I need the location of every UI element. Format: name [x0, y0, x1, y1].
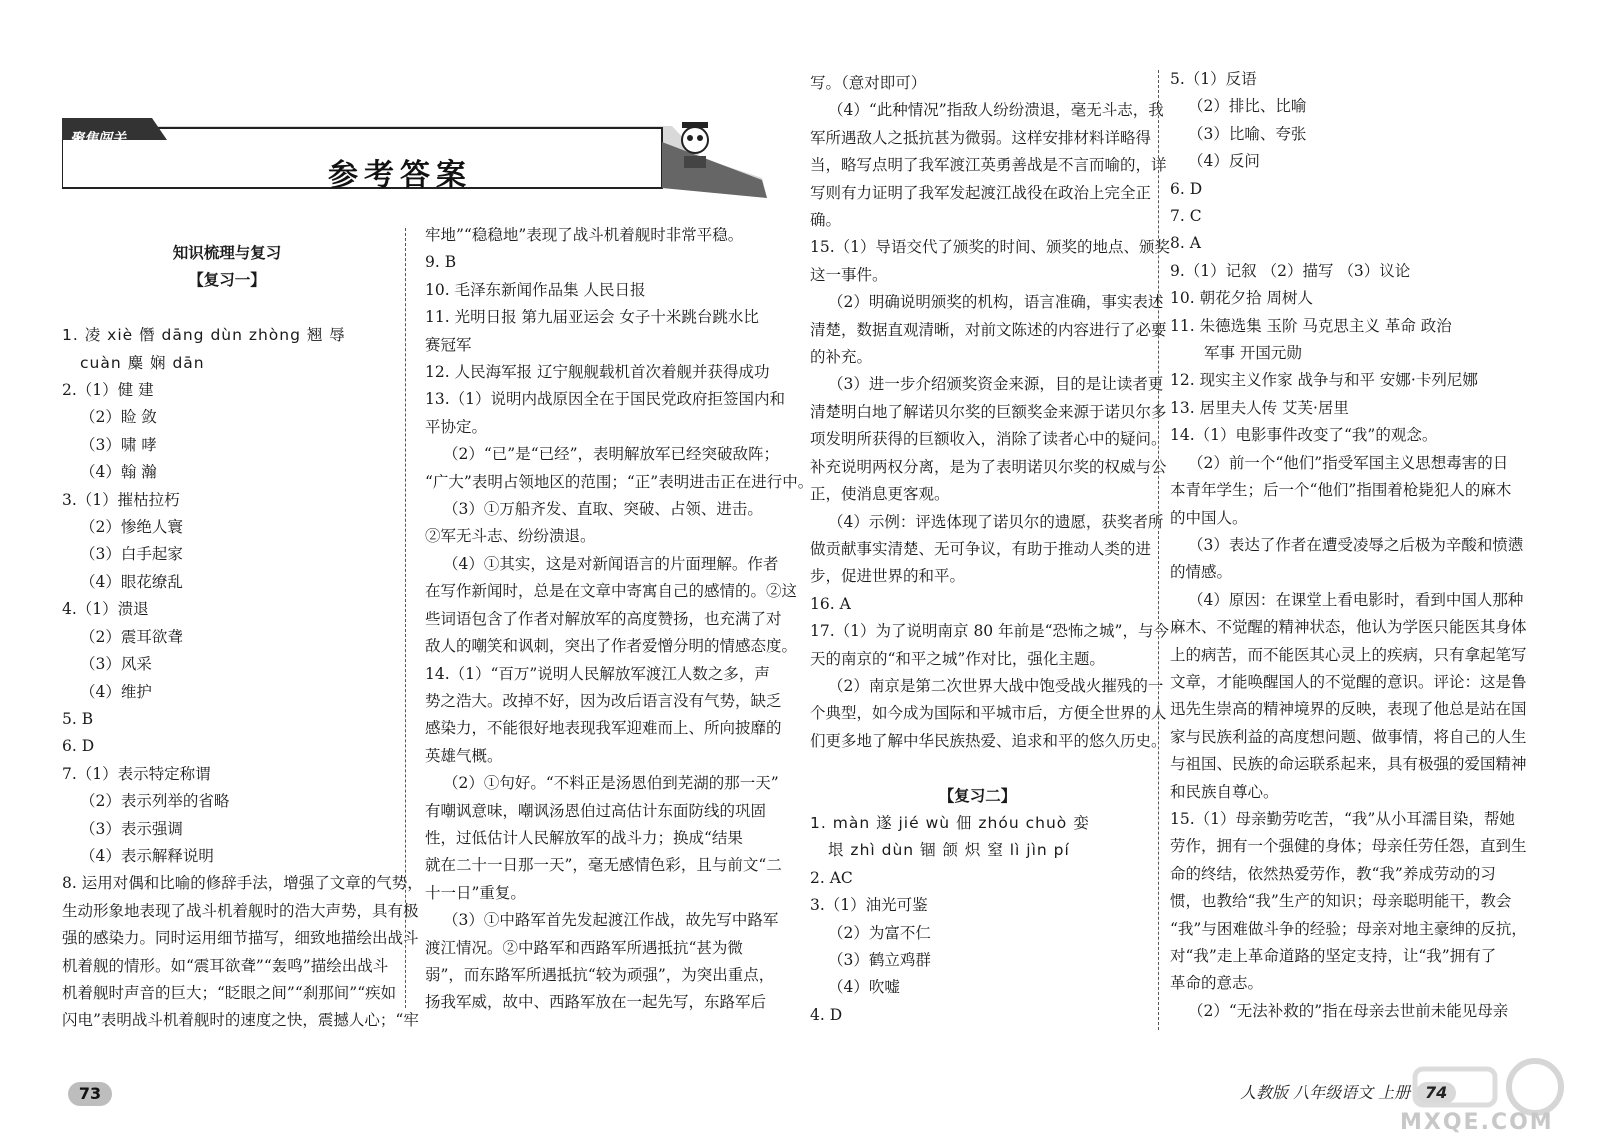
answer-line: （4）吹嘘 [828, 978, 900, 997]
answer-line: 15.（1）导语交代了颁奖的时间、颁奖的地点、颁奖 [810, 238, 1171, 257]
answer-line: （2）①句好。“不料正是汤恩伯到芜湖的那一天” [443, 774, 779, 793]
answer-line: （2）明确说明颁奖的机构，语言准确，事实表述 [828, 293, 1164, 312]
answer-line: 扬我军威，故中、西路军放在一起先写，东路军后 [425, 993, 767, 1012]
answer-line: 敌人的嘲笑和讽刺，突出了作者爱憎分明的情感态度。 [425, 637, 798, 656]
answer-line: （4）示例：评选体现了诺贝尔的遗愿，获奖者所 [828, 512, 1164, 531]
answer-line: 英雄气概。 [425, 746, 503, 765]
answer-line: （2）“无法补救的”指在母亲去世前未能见母亲 [1188, 1001, 1509, 1020]
right-page [800, 0, 1600, 1142]
answer-line: 个典型，如今成为国际和平城市后，方便全世界的人 [810, 704, 1167, 723]
answer-line: （3）①中路军首先发起渡江作战，故先写中路军 [443, 911, 779, 930]
answer-line: （4）反问 [1188, 152, 1260, 171]
answer-line: “我”与困难做斗争的经验；母亲对地主豪绅的反抗， [1170, 919, 1527, 938]
page-number-right: 74 [1416, 1082, 1456, 1104]
answer-column-4 [1170, 66, 1527, 1025]
answer-line: 麻木、不觉醒的精神状态，他认为学医只能医其身体 [1170, 618, 1527, 637]
answer-line: 军所遇敌人之抵抗甚为微弱。这样安排材料详略得 [810, 128, 1152, 147]
answer-line: 14.（1）电影事件改变了“我”的观念。 [1170, 426, 1438, 445]
answer-line: 些词语包含了作者对解放军的高度赞扬，也充满了对 [425, 609, 782, 628]
answer-line: 5. B [62, 709, 94, 728]
answer-line: （2）震耳欲聋 [80, 627, 183, 646]
answer-line: 13. 居里夫人传 艾芙·居里 [1170, 398, 1349, 417]
answer-line: （4）眼花缭乱 [80, 572, 183, 591]
answer-line: 16. A [810, 594, 851, 613]
answer-line: 机着舰时声音的巨大；“眨眼之间”“刹那间”“疾如 [62, 983, 397, 1002]
answer-line: 8. 运用对偶和比喻的修辞手法，增强了文章的气势， [62, 874, 423, 893]
answer-line: 赛冠军 [425, 335, 472, 354]
answer-line: 对“我”走上革命道路的坚定支持，让“我”拥有了 [1170, 947, 1497, 965]
answer-line: （3）①万船齐发、直取、突破、占领、进击。 [443, 500, 763, 519]
answer-line: 劳作，拥有一个强健的身体；母亲任劳任怨，直到生 [1170, 837, 1527, 856]
answer-line: 6. D [1170, 179, 1203, 198]
answer-line: 12. 现实主义作家 战争与和平 安娜·卡列尼娜 [1170, 371, 1478, 390]
answer-line: （3）表达了作者在遭受凌辱之后极为辛酸和愤懑 [1188, 535, 1524, 554]
answer-line: 步，促进世界的和平。 [810, 567, 966, 586]
page-title: 参考答案 [328, 158, 472, 193]
answer-line: 11. 光明日报 第九届亚运会 女子十米跳台跳水比 [425, 308, 759, 327]
answer-line: cuàn 麋 娴 dān [80, 353, 205, 372]
column-divider [1158, 70, 1159, 1030]
answer-line: 10. 毛泽东新闻作品集 人民日报 [425, 280, 646, 299]
answer-line: 的补充。 [810, 348, 873, 367]
answer-line: （4）维护 [80, 682, 152, 701]
answer-line: 闪电”表明战斗机着舰时的速度之快，震撼人心；“牢 [62, 1011, 419, 1030]
answer-line: 这一事件。 [810, 265, 888, 284]
answer-line: 的情感。 [1170, 563, 1233, 582]
answer-line: 十一日”重复。 [425, 883, 526, 902]
answer-line: 革命的意志。 [1170, 974, 1264, 993]
answer-line: 与祖国、民族的命运联系起来，具有极强的爱国精神 [1170, 755, 1527, 774]
answer-line: （2）前一个“他们”指受军国主义思想毒害的日 [1188, 453, 1509, 472]
answer-line: （3）白手起家 [80, 545, 183, 564]
answer-line: 7. C [1170, 207, 1202, 226]
answer-line: ②军无斗志、纷纷溃退。 [425, 527, 596, 546]
answer-line: 2. AC [810, 868, 853, 887]
answer-line: 牢地”“稳稳地”表现了战斗机着舰时非常平稳。 [425, 226, 744, 244]
mascot-icon [672, 118, 718, 170]
answer-line: 2.（1）健 建 [62, 381, 154, 400]
answer-line: 当，略写点明了我军渡江英勇善战是不言而喻的，详 [810, 156, 1167, 175]
answer-line: 做贡献事实清楚、无可争议，有助于推动人类的进 [810, 539, 1152, 558]
answer-line: （3）比喻、夸张 [1188, 124, 1307, 143]
answer-line: 和民族自尊心。 [1170, 782, 1279, 801]
answer-line: 项发明所获得的巨额收入，消除了读者心中的疑问。 [810, 430, 1167, 449]
answer-line: （2）“已”是“已经”，表明解放军已经突破敌阵； [443, 445, 780, 464]
answer-line: 知识梳理与复习 [172, 244, 282, 262]
watermark-text: MXQE.COM [1400, 1110, 1554, 1135]
answer-line: 本青年学生；后一个“他们”指围着枪毙犯人的麻木 [1170, 481, 1512, 500]
answer-line: 13.（1）说明内战原因全在于国民党政府拒签国内和 [425, 390, 786, 409]
answer-line: （2）睑 敛 [80, 408, 157, 427]
answer-line: 文章，才能唤醒国人的不觉醒的意识。评论：这是鲁 [1170, 672, 1527, 691]
answer-line: （4）表示解释说明 [80, 846, 214, 865]
answer-line: （4）翰 瀚 [80, 463, 157, 482]
answer-line: 确。 [810, 211, 842, 230]
answer-line: （3）进一步介绍颁奖资金来源，目的是让读者更 [828, 375, 1164, 394]
answer-line: （2）排比、比喻 [1188, 97, 1307, 116]
answer-line: 补充说明两权分离，是为了表明诺贝尔奖的权威与公 [810, 457, 1167, 476]
answer-line: 垠 zhì dùn 锢 颌 炽 窒 lì jìn pí [828, 841, 1070, 860]
answer-line: 9. B [425, 253, 457, 272]
answer-line: 14.（1）“百万”说明人民解放军渡江人数之多，声 [425, 664, 770, 683]
answer-line: 9.（1）记叙 （2）描写 （3）议论 [1170, 261, 1411, 280]
answer-line: 迅先生崇高的精神境界的反映，表现了他总是站在国 [1170, 700, 1527, 719]
answer-line: 10. 朝花夕拾 周树人 [1170, 289, 1314, 308]
answer-line: 平协定。 [425, 417, 488, 436]
answer-line: 感染力，不能很好地表现我军迎难而上、所向披靡的 [425, 719, 782, 738]
answer-line: 上的病苦，而不能医其心灵上的疾病，只有拿起笔写 [1170, 645, 1527, 664]
answer-line: 17.（1）为了说明南京 80 年前是“恐怖之城”，与今 [810, 622, 1169, 641]
answer-line: 家与民族利益的高度想问题、做事情，将自己的人生 [1170, 727, 1527, 746]
column-divider [405, 228, 406, 1008]
answer-line: （2）为富不仁 [828, 923, 931, 942]
answer-line: （2）南京是第二次世界大战中饱受战火摧残的一 [828, 676, 1164, 695]
answer-line: 清楚，数据直观清晰，对前文陈述的内容进行了必要 [810, 320, 1167, 339]
page-number-left: 73 [68, 1082, 112, 1106]
answer-line: 在写作新闻时，总是在文章中寄寓自己的感情的。②这 [425, 582, 798, 601]
answer-line [62, 295, 392, 322]
answer-line: 11. 朱德选集 玉阶 马克思主义 革命 政治 [1170, 316, 1452, 335]
answer-line: 清楚明白地了解诺贝尔奖的巨额奖金来源于诺贝尔多 [810, 402, 1167, 421]
answer-line: 天的南京的“和平之城”作对比，强化主题。 [810, 649, 1105, 668]
brand-tag: 聚焦闯关 [70, 131, 126, 147]
answer-line: 正，使消息更客观。 [810, 485, 950, 504]
answer-line: （2）表示列举的省略 [80, 792, 230, 811]
answer-line: 5.（1）反语 [1170, 70, 1257, 88]
answer-line: 1. 凌 xiè 僭 dāng dùn zhòng 翘 辱 [62, 326, 346, 345]
answer-line: 4. D [810, 1005, 843, 1024]
answer-line: 命的终结，依然热爱劳作，教“我”养成劳动的习 [1170, 864, 1496, 883]
answer-line: （4）“此种情况”指敌人纷纷溃退，毫无斗志，我 [828, 101, 1164, 120]
answer-line: 惯，也教给“我”生产的知识；母亲聪明能干，教会 [1170, 892, 1512, 911]
answer-line: 7.（1）表示特定称谓 [62, 764, 211, 783]
answer-line: 性，过低估计人民解放军的战斗力；换成“结果 [425, 828, 743, 847]
answer-line [810, 755, 1145, 782]
answer-line: （3）风采 [80, 655, 152, 674]
answer-line: 6. D [62, 737, 95, 756]
answer-line: 的中国人。 [1170, 508, 1248, 527]
answer-line: 1. màn 遂 jié wù 佃 zhóu chuò 娈 [810, 813, 1090, 832]
answer-line: 4.（1）溃退 [62, 600, 149, 619]
answer-line: （3）鹤立鸡群 [828, 951, 931, 969]
answer-line: 生动形象地表现了战斗机着舰时的浩大声势，具有极 [62, 901, 419, 920]
answer-line: 写则有力证明了我军发起渡江战役在政治上完全正 [810, 183, 1152, 202]
answer-line: 渡江情况。②中路军和西路军所遇抵抗“甚为微 [425, 938, 743, 957]
answer-line: 【复习一】 [188, 271, 266, 290]
answer-line: 写。（意对即可） [810, 74, 927, 92]
answer-line: “广大”表明占领地区的范围；“正”表明进击正在进行中。 [425, 472, 814, 491]
answer-line: 8. A [1170, 234, 1201, 253]
answer-line: （2）惨绝人寰 [80, 518, 183, 537]
answer-line: （4）①其实，这是对新闻语言的片面理解。作者 [443, 554, 779, 573]
answer-column-3 [810, 70, 1171, 1029]
answer-line: 机着舰的情形。如“震耳欲聋”“轰鸣”描绘出战斗 [62, 956, 389, 975]
answer-line: 3.（1）摧枯拉朽 [62, 490, 180, 509]
answer-line: 军事 开国元勋 [1204, 344, 1302, 363]
answer-line: 弱”，而东路军所遇抵抗“较为顽强”，为突出重点， [425, 965, 775, 984]
answer-line: 【复习二】 [938, 786, 1017, 805]
answer-column-2 [425, 222, 814, 1017]
answer-line: （3）啸 哮 [80, 435, 157, 454]
answer-line: （3）表示强调 [80, 819, 183, 838]
answer-line: 势之浩大。改掉不好，因为改后语言没有气势，缺乏 [425, 691, 782, 710]
answer-line: （4）原因：在课堂上看电影时，看到中国人那种 [1188, 590, 1524, 609]
answer-line: 强的感染力。同时运用细节描写，细致地描绘出战斗 [62, 929, 419, 948]
answer-line: 15.（1）母亲勤劳吃苦，“我”从小耳濡目染，帮她 [1170, 809, 1515, 828]
answer-line: 有嘲讽意味，嘲讽汤恩伯过高估计东面防线的巩固 [425, 801, 767, 820]
answer-line: 3.（1）油光可鉴 [810, 896, 928, 915]
edition-label: 人教版 八年级语文 上册 [1240, 1083, 1411, 1102]
answer-line: 12. 人民海军报 辽宁舰舰载机首次着舰并获得成功 [425, 363, 770, 382]
answer-line: 就在二十一日那一天”，毫无感情色彩，且与前文“二 [425, 856, 782, 875]
answer-column-1 [62, 240, 423, 1035]
answer-line: 们更多地了解中华民族热爱、追求和平的悠久历史。 [810, 731, 1167, 750]
